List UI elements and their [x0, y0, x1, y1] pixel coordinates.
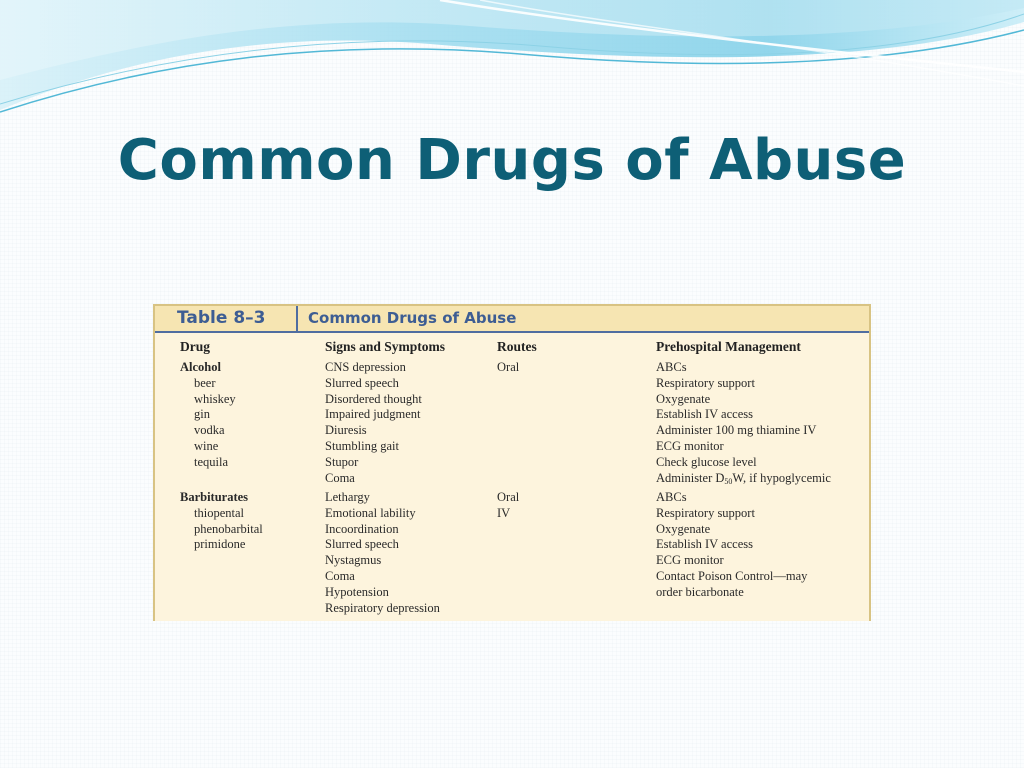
sign-item: Diuresis: [325, 423, 367, 438]
management-dextrose-suffix: W, if hypoglycemic: [732, 470, 831, 485]
management-item: Oxygenate: [656, 521, 711, 536]
management-cell-alcohol: [656, 360, 831, 486]
management-item: order bicarbonate: [656, 584, 744, 599]
management-item: ABCs: [656, 490, 687, 504]
drug-example: beer: [194, 375, 216, 390]
management-cell-barbiturates: [656, 490, 807, 601]
management-item: Respiratory support: [656, 375, 755, 390]
management-item: ECG monitor: [656, 553, 724, 568]
table-header-bar: [155, 306, 869, 333]
drug-example: vodka: [194, 423, 225, 438]
management-item: ECG monitor: [656, 438, 724, 453]
decorative-wave-header: [0, 0, 1024, 120]
signs-cell-barbiturates: [325, 490, 440, 616]
drug-table-figure: [153, 304, 871, 621]
column-header-drug: Drug: [180, 339, 210, 354]
drug-name: Alcohol: [180, 360, 221, 374]
sign-item: Stupor: [325, 454, 359, 469]
column-header-routes: Routes: [497, 339, 537, 354]
management-item: Establish IV access: [656, 407, 753, 422]
slide-title: Common Drugs of Abuse: [117, 128, 907, 193]
drug-cell-alcohol: [180, 360, 236, 471]
sign-item: Incoordination: [325, 521, 399, 536]
routes-cell-barbiturates: [497, 490, 519, 522]
sign-item: CNS depression: [325, 360, 406, 374]
sign-item: Slurred speech: [325, 375, 399, 390]
sign-item: Coma: [325, 568, 355, 583]
management-item: Contact Poison Control—may: [656, 568, 808, 583]
routes-cell-alcohol: [497, 360, 519, 376]
table-number: Table 8–3: [155, 306, 298, 331]
drug-example: gin: [194, 407, 210, 422]
route-item: IV: [497, 505, 511, 520]
management-dextrose-subscript: 50: [724, 476, 733, 486]
drug-example: primidone: [194, 537, 246, 552]
route-item: Oral: [497, 360, 520, 374]
sign-item: Impaired judgment: [325, 407, 421, 422]
column-header-management: Prehospital Management: [656, 339, 801, 354]
sign-item: Slurred speech: [325, 537, 399, 552]
drug-cell-barbiturates: [180, 490, 263, 553]
sign-item: Emotional lability: [325, 505, 416, 520]
sign-item: Nystagmus: [325, 553, 382, 568]
sign-item: Hypotension: [325, 584, 389, 599]
drug-example: thiopental: [194, 505, 244, 520]
drug-example: tequila: [194, 454, 229, 469]
drug-example: whiskey: [194, 391, 236, 406]
drug-example: phenobarbital: [194, 521, 263, 536]
sign-item: Respiratory depression: [325, 600, 440, 615]
management-item: Oxygenate: [656, 391, 711, 406]
sign-item: Disordered thought: [325, 391, 422, 406]
column-header-signs: Signs and Symptoms: [325, 339, 446, 354]
management-item: Respiratory support: [656, 505, 755, 520]
table-caption: Common Drugs of Abuse: [308, 309, 517, 327]
drug-example: wine: [194, 438, 219, 453]
management-dextrose-prefix: Administer D: [656, 470, 725, 485]
sign-item: Coma: [325, 470, 355, 485]
drug-name: Barbiturates: [180, 490, 249, 504]
management-item: ABCs: [656, 360, 687, 374]
route-item: Oral: [497, 490, 520, 504]
management-item-dextrose: [656, 471, 831, 487]
management-item: Check glucose level: [656, 454, 757, 469]
signs-cell-alcohol: [325, 360, 422, 486]
sign-item: Stumbling gait: [325, 438, 399, 453]
management-item: Administer 100 mg thiamine IV: [656, 423, 817, 438]
sign-item: Lethargy: [325, 490, 370, 504]
management-item: Establish IV access: [656, 537, 753, 552]
